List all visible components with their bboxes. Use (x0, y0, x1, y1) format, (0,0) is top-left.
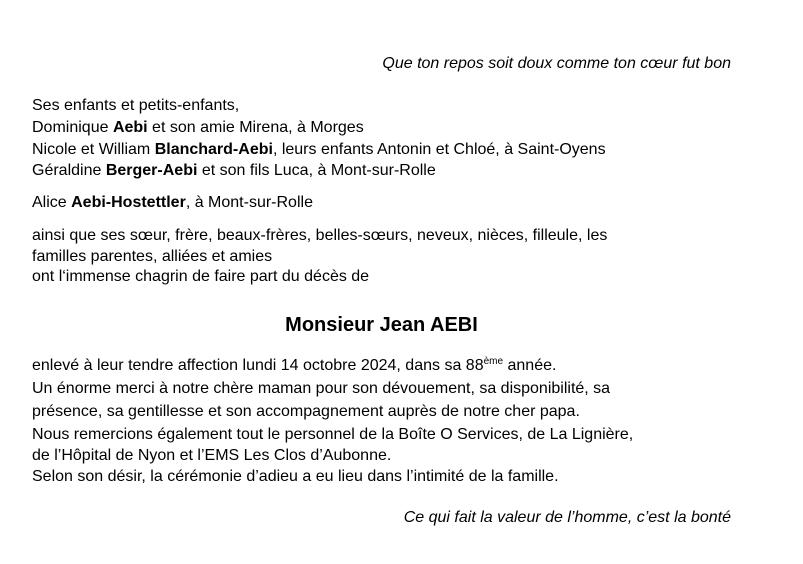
relatives-line-2: familles parentes, alliées et amies (32, 248, 273, 265)
relatives-line-3: ont l‘immense chagrin de faire part du décès de (32, 268, 370, 285)
family-line-1-post: et son amie Mirena, à Morges (147, 119, 364, 136)
epigraph-top: Que ton repos soit doux comme ton cœur fut bon (382, 55, 731, 72)
body-line-1-superscript: ème (483, 356, 504, 367)
body-line-4: Nous remercions également tout le personnel de la Boîte O Services, de La Lignière, (32, 426, 634, 443)
family-line-1-name: Aebi (112, 119, 148, 136)
family-line-3-name: Berger-Aebi (105, 162, 198, 179)
deceased-name: Monsieur Jean AEBI (285, 314, 478, 336)
family-line-3-post: et son fils Luca, à Mont-sur-Rolle (197, 162, 436, 179)
body-line-3: présence, sa gentillesse et son accompagnement auprès de notre cher papa. (32, 403, 580, 420)
family-line-2-pre: Nicole et William (32, 141, 155, 158)
family-line-4-pre: Alice (32, 194, 72, 211)
body-line-1-post: année. (503, 357, 557, 374)
body-line-1 (32, 357, 556, 375)
epigraph-bottom: Ce qui fait la valeur de l’homme, c’est la bonté (403, 509, 731, 526)
family-line-4-name: Aebi-Hostettler (71, 194, 186, 211)
body-line-1-pre: enlevé à leur tendre affection lundi 14 octobre 2024, dans sa 88 (32, 357, 484, 374)
family-line-1-pre: Dominique (32, 119, 113, 136)
family-line-2-post: , leurs enfants Antonin et Chloé, à Saint-Oyens (272, 141, 606, 158)
family-line-4 (32, 194, 313, 212)
family-line-4-post: , à Mont-sur-Rolle (185, 194, 313, 211)
body-line-2: Un énorme merci à notre chère maman pour son dévouement, sa disponibilité, sa (32, 380, 611, 397)
body-line-6: Selon son désir, la cérémonie d’adieu a eu lieu dans l’intimité de la famille. (32, 468, 559, 485)
family-intro: Ses enfants et petits-enfants, (32, 97, 240, 114)
relatives-line-1: ainsi que ses sœur, frère, beaux-frères, belles-sœurs, neveux, nièces, filleule, les (32, 227, 608, 244)
family-line-3-pre: Géraldine (32, 162, 106, 179)
body-line-5: de l’Hôpital de Nyon et l’EMS Les Clos d’Aubonne. (32, 447, 392, 464)
family-line-2-name: Blanchard-Aebi (154, 141, 273, 158)
family-line-3 (32, 162, 436, 180)
family-line-2 (32, 141, 606, 159)
family-line-1 (32, 119, 364, 137)
